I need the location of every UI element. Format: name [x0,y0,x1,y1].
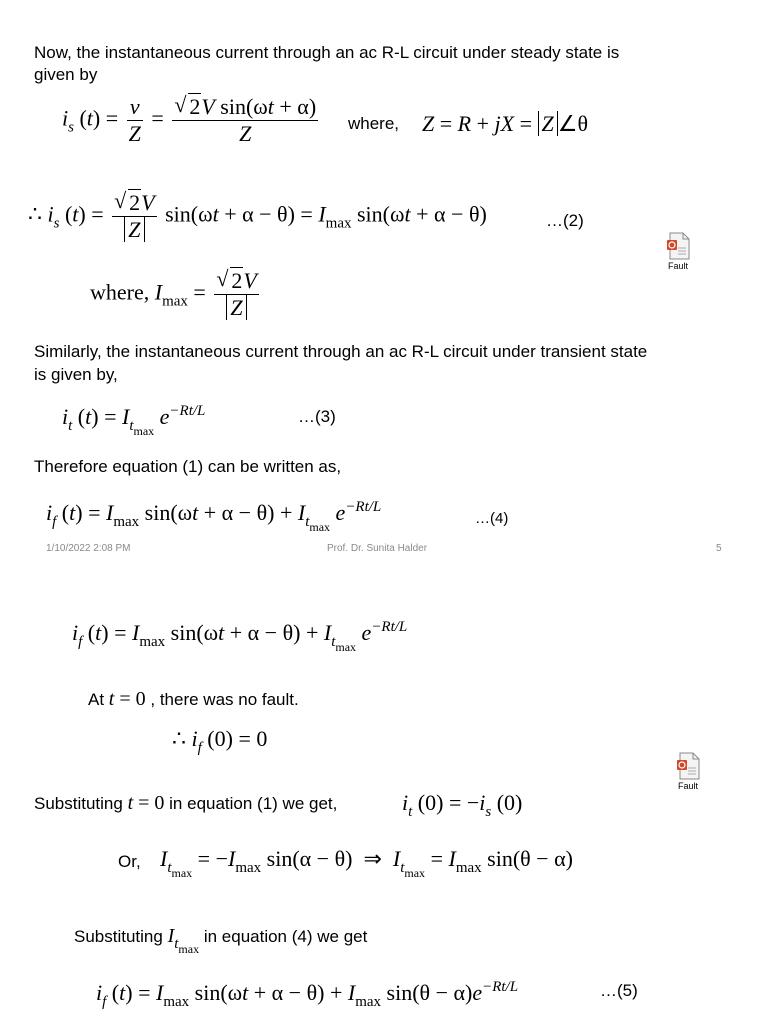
equation-5: $i_f$ $(t) = I_{max}$ $\sin(\omega t + \alpha - \theta) + I_{max}$ $\sin(\theta - \alpha)e^{-Rt/L}$ [96,979,519,1010]
footer-date: 1/10/2022 2:08 PM [46,543,131,554]
footer-author: Prof. Dr. Sunita Halder [327,543,428,554]
t-equals-zero-2: t = 0 [127,792,165,814]
equation-imax-definition: where, $I_{max}$ = √ $\frac{2V}{Z}$ [90,268,262,321]
therefore-text: Therefore equation (1) can be written as, [34,457,342,476]
substituting-text-1-suffix: in equation (1) we get, [169,794,338,813]
equation-initial-fault-current: ∴ $i_f$ (0) = 0 [172,726,268,756]
equation-3: $i_t$ $(t) = I_{t_{max}}$ $e^{-Rt/L}$ [62,403,206,438]
similarly-text-line1: Similarly, the instantaneous current through an ac R-L circuit under transient state [34,342,648,361]
at-text-prefix: At [88,690,105,709]
equation-4-ref: …(4) [475,510,509,527]
equation-transient-initial: $i_t$ $(0) = -i_s$ (0) [402,790,523,820]
substituting-text-1 [34,792,337,815]
where-label: where, [348,114,400,133]
equation-2-ref: …(2) [546,211,584,230]
substituting-text-2-prefix: Substituting [74,927,163,946]
substituting-text-1-prefix: Substituting [34,794,123,813]
powerpoint-file-icon [674,752,702,780]
equation-4: $i_f$ $(t) = I_{max}$ $\sin(\omega t + \alpha - \theta) + I_{t_{max}}$ $e^{-Rt/L}$ [46,499,382,534]
equation-3-ref: …(3) [298,407,336,426]
substituting-text-2 [74,925,367,960]
equation-steady-state-current: $i_s$ (t) = $\frac{v}{Z}$ = √ $\frac{\text{2V sin(ωt + α)}}{Z}$ [62,94,321,147]
at-text-suffix: , there was no fault. [150,690,299,709]
fault-attachment-1[interactable] [658,232,698,276]
intro-text-line1: Now, the instantaneous current through an ac R-L circuit under steady state is [34,43,620,62]
t-equals-zero: t = 0 [108,688,146,710]
equation-itmax: $I_{t_{max}} = -I_{max}$ sin(α − θ) ⇒ $I_{t_{max}} = I_{max}$ sin(θ − α) [160,846,573,880]
equation-5-ref: …(5) [600,981,638,1000]
or-label: Or, [118,852,141,871]
equation-impedance: Z = R + jX = Z ∠θ [422,111,589,136]
at-text [88,688,299,711]
fault-attachment-2[interactable] [668,752,708,796]
equation-4-repeat: $i_f$ $(t) = I_{max}$ $\sin(\omega t + \alpha - \theta) + I_{t_{max}}$ $e^{-Rt/L}$ [72,619,408,654]
fault-attachment-1-label: Fault [667,261,688,271]
substituting-text-2-suffix: in equation (4) we get [203,927,368,946]
similarly-text-line2: is given by, [34,365,118,384]
itmax-symbol: $I_{t_{max}}$ [167,925,200,956]
equation-2: ∴ $i_s$ (t) = √ $\frac{2V}{Z}$ $\sin(\omega t + \alpha - \theta) = I_{max}$ sin(ωt + α − θ) [28,190,487,243]
powerpoint-file-icon [664,232,692,260]
footer-page-number: 5 [716,543,722,554]
intro-text-line2: given by [34,65,98,84]
fault-attachment-2-label: Fault [677,781,698,791]
